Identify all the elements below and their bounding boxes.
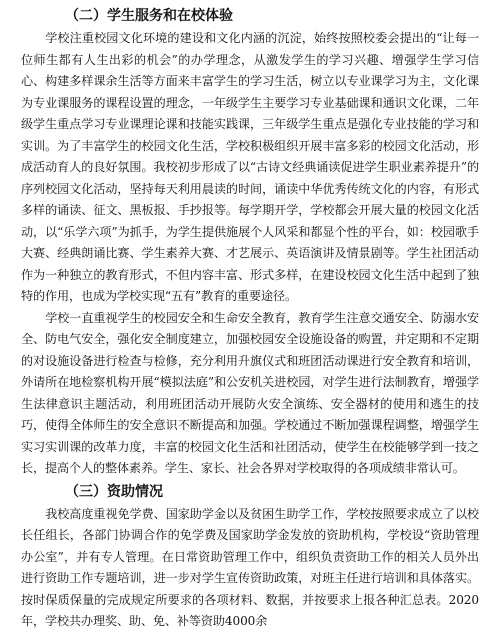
paragraph-financial-aid: 我校高度重视免学费、国家助学金以及贫困生助学工作，学校按照要求成立了以校长任组长，各部门协调合作的免学费及国家助学金发放的资助机构，学校设“资助管理办公室”，并有专人管理。在日常资助管理工作中，组织负责资助工作的相关人员外出进行资助工作专题培训，进一步对学生宣传资助政策，对班主任进行培训和具体落实。按时保质保量的完成规定所要求的各项材料、数据，并按要求上报各种汇总表。2020年，学校共办理奖、助、免、补等资助4000余 [21, 506, 479, 628]
section-financial-aid [21, 480, 479, 633]
section-heading: （三）资助情况 [65, 483, 163, 500]
paragraph-campus-safety: 学校一直重视学生的校园安全和生命安全教育，教育学生注意交通安全、防溺水安全、防电气安全，强化安全制度建立，加强校园安全设施设备的购置，并定期和不定期的对设施设备进行检查与检修，充分利用升旗仪式和班团活动课进行安全教育和培训，外请所在地检察机构开展“模拟法庭”和公安机关进校园，对学生进行法制教育，增强学生法律意识主题活动，利用班团活动开展防火安全演练、安全器材的使用和逃生的技巧，使得全体师生的安全意识不断提高和加强。学校通过不断加强课程调整，增强学生实习实训课的改革力度，丰富的校园文化生活和社团活动，使学生在校能够学到一技之长，提高个人的整体素养。学生、家长、社会各界对学校取得的各项成绩非常认可。 [21, 310, 479, 475]
section-student-services [21, 4, 479, 480]
paragraph-campus-culture: 学校注重校园文化环境的建设和文化内涵的沉淀，始终按照校委会提出的“让每一位师生都有人生出彩的机会”的办学理念，从激发学生的学习兴趣、增强学生学习信心、构建多样课余生活等方面来丰富学生的学习生活，树立以专业课学习为主，文化课为专业课服务的课程设置的理念，一年级学生主要学习专业基础课和通识文化课，二年级学生重点学习专业课理论课和技能实践课，三年级学生重点是强化专业技能的学习和实训。为了丰富学生的校园文化生活，学校积极组织开展丰富多彩的校园文化活动，形成活动育人的良好氛围。我校初步形成了以“古诗文经典诵读促进学生职业素养提升”的序列校园文化活动，坚持每天利用晨读的时间，诵读中华优秀传统文化的内容，有形式多样的诵读、征文、黑板报、手抄报等。每学期开学，学校都会开展大量的校园文化活动，以“乐学六项”为抓手，为学生提供施展个人风采和都显个性的平台，如：校园歌手大赛、经典朗诵比赛、学生素养大赛、才艺展示、英语演讲及情景剧等。学生社团活动作为一种独立的教育形式，不但内容丰富、形式多样，在建设校园文化生活中起到了独特的作用，也成为学校实现“五有”教育的重要途径。 [21, 31, 479, 303]
section-heading: （二）学生服务和在校体验 [65, 8, 233, 24]
